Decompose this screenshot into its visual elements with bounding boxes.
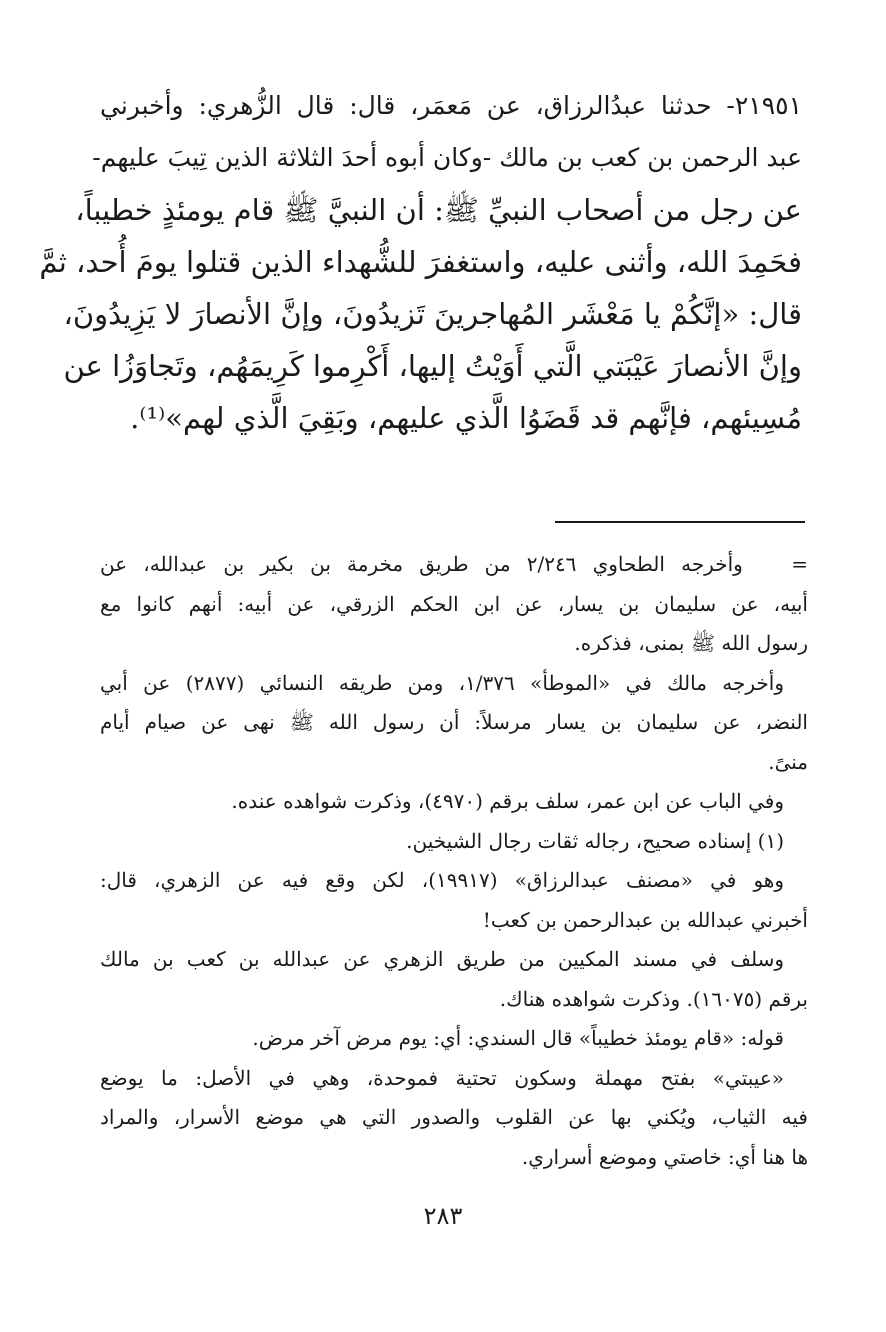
footnote-line: وفي الباب عن ابن عمر، سلف برقم (٤٩٧٠)، وذكرت شواهده عنده.	[231, 789, 784, 813]
footnote-line: وأخرجه مالك في «الموطأ» ١/٣٧٦، ومن طريقه النسائي (٢٨٧٧) عن أبي	[100, 670, 785, 695]
main-text-line: قال: «إنَّكُمْ يا مَعْشَر المُهاجرينَ تَزيدُونَ، وإنَّ الأنصارَ لا يَزِيدُونَ،	[63, 297, 802, 331]
main-text-line: وإنَّ الأنصارَ عَيْبَتي الَّتي أَوَيْتُ إليها، أَكْرِموا كَرِيمَهُم، وتَجاوَزُا عن	[63, 349, 802, 383]
footnote-line: أبيه، عن سليمان بن يسار، عن ابن الحكم الزرقي، عن أبيه: أنهم كانوا مع	[100, 591, 808, 616]
main-text-line: عبد الرحمن بن كعب بن مالك -وكان أبوه أحدَ الثلاثة الذين تِيبَ عليهم-	[92, 143, 802, 172]
main-text-line: ٢١٩٥١- حدثنا عبدُالرزاق، عن مَعمَر، قال: قال الزُّهري: وأخبرني	[100, 91, 802, 120]
footnote-line: قوله: «قام يومئذ خطيباً» قال السندي: أي: يوم مرض آخر مرض.	[252, 1026, 784, 1050]
footnote-line: وهو في «مصنف عبدالرزاق» (١٩٩١٧)، لكن وقع فيه عن الزهري، قال:	[100, 868, 785, 892]
footnote-line: فيه الثياب، ويُكني بها عن القلوب والصدور التي هي موضع الأسرار، والمراد	[100, 1105, 808, 1129]
main-hadith-text	[39, 80, 802, 444]
footnote-line: أخبرني عبدالله بن عبدالرحمن بن كعب!	[482, 907, 808, 932]
footnote-line: رسول الله ﷺ بمنى، فذكره.	[574, 631, 808, 655]
continuation-mark: =	[791, 552, 808, 576]
footnote-line	[100, 545, 808, 585]
main-text-line: عن رجل من أصحاب النبيِّ ﷺ: أن النبيَّ ﷺ قام يومئذٍ خطيباً،	[75, 193, 802, 227]
footnotes-section	[100, 545, 808, 1177]
footnote-line: منىً.	[768, 749, 808, 774]
footnote-line: برقم (١٦٠٧٥). وذكرت شواهده هناك.	[499, 986, 808, 1011]
footnote-line: وسلف في مسند المكيين من طريق الزهري عن عبدالله بن كعب بن مالك	[100, 947, 784, 971]
page-number: ٢٨٣	[423, 1202, 463, 1230]
footnote-line: (١) إسناده صحيح، رجاله ثقات رجال الشيخين.	[406, 828, 784, 853]
footnote-line: النضر، عن سليمان بن يسار مرسلاً: أن رسول الله ﷺ نهى عن صيام أيام	[100, 710, 808, 734]
footnote-line-text: وأخرجه الطحاوي ٢/٢٤٦ من طريق مخرمة بن بكير بن عبدالله، عن	[100, 552, 743, 576]
main-text-line: فحَمِدَ الله، وأثنى عليه، واستغفرَ للشُّهداء الذين قتلوا يومَ أُحد، ثمَّ	[39, 245, 802, 279]
footnote-line: «عيبتي» بفتح مهملة وسكون تحتية فموحدة، وهي في الأصل: ما يوضع	[100, 1065, 784, 1090]
footnote-separator	[555, 521, 805, 523]
main-text-line: مُسِيئهم، فإنَّهم قد قَضَوُا الَّذي عليهم، وبَقِيَ الَّذي لهم»⁽¹⁾.	[130, 401, 802, 435]
footnote-line: ها هنا أي: خاصتي وموضع أسراري.	[521, 1144, 808, 1169]
